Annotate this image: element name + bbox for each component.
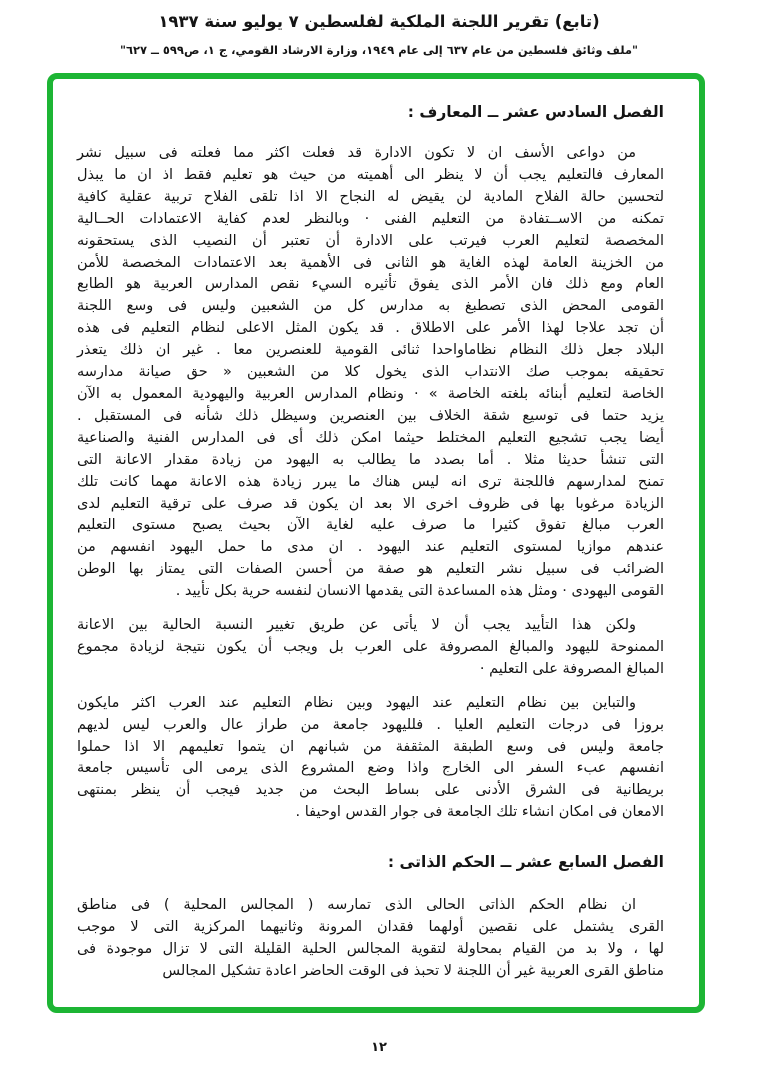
text-line: والتباين بين نظام التعليم عند اليهود وبين نظام التعليم عند العرب اكثر مايكون <box>77 694 636 711</box>
text-line: أن تجد علاجا لهذا الأمر على الاطلاق . قد يكون المثل الاعلى لنظام التعليم فى هذه <box>77 320 664 337</box>
paragraph <box>77 693 664 824</box>
text-line: الخاصة لتعليم أبنائه بلغته الخاصة » · ونظام المدارس العربية واليهودية المعمول به الآن <box>77 385 664 402</box>
text-line: لتحسين حالة الفلاح المادية لن يقيض له النجاح الا اذا تلقى الفلاح تربية عقلية كافية <box>77 188 664 205</box>
paragraph <box>77 615 664 681</box>
text-line: عندهم موازيا لمستوى التعليم عند اليهود . ان مدى ما حمل اليهود انفسهم من <box>77 539 664 556</box>
text-line: القومى اليهودى · ومثل هذه المساعدة التى يقدمها الانسان لنفسه حرية بكل تأييد . <box>175 583 664 600</box>
text-line: الامعان فى امكان انشاء تلك الجامعة فى جوار القدس اوحيفا . <box>295 804 664 821</box>
text-line: لها ، ولا بد من القيام بمحاولة لتقوية المجالس الحلية القليلة التى لا تزال موجودة فى <box>77 941 664 957</box>
text-line: انفسهم عبء السفر الى الخارج واذا وضع المشروع الذى يرمى الى تأسيس جامعة <box>77 760 664 777</box>
text-line: بريطانية فى الشرق الأدنى على بساط البحث من جديد فيجب أن ينظر بمنتهى <box>77 782 664 799</box>
text-line: المبالغ المصروفة على التعليم · <box>479 660 664 677</box>
document-header-title: (تابع) تقرير اللجنة الملكية لفلسطين ٧ يوليو سنة ١٩٣٧ <box>158 12 600 31</box>
document-header-source: "ملف وثائق فلسطين من عام ٦٣٧ إلى عام ١٩٤٩، وزارة الارشاد القومي، ج ١، ص٥٩٩ ــ ٦٢٧" <box>119 43 639 57</box>
text-line: ان نظام الحكم الذاتى الحالى الذى تمارسه ( المجالس المحلية ) فى مناطق <box>77 897 636 914</box>
section-heading: الفصل السابع عشر ــ الحكم الذاتى : <box>387 853 664 872</box>
text-line: التى تنشأ حديثا مثلا . أما بصدد ما يطالب به اليهود من زيادة مقدار الاعانة التى <box>77 451 664 468</box>
text-line: بروزا فى درجات التعليم العليا . فلليهود جامعة من طراز عال والعرب ليس لديهم <box>77 716 664 733</box>
text-line: الزيادة مرغوبا بها فى ظروف اخرى الا بعد ان يكون قد صرف على ترقية التعليم لدى <box>77 495 664 512</box>
paragraph <box>77 895 664 983</box>
text-line: المخصصة لتعليم العرب فيرتب على الادارة أن تعتبر أن النصيب الذى يستحقونه <box>77 232 664 249</box>
text-line: من دواعى الأسف ان لا تكون الادارة قد فعلت اكثر مما فعلته فى سبيل نشر <box>77 145 636 161</box>
text-line: المعارف فالتعليم يجب أن لا ينظر الى أهميته من حيث هو تعليم فقط اذ ان ما يبذل <box>77 166 664 183</box>
text-line: جامعة وليس فى وسع الطبقة المثقفة من شبانهم ان يتموا تعليمهم الا اذا حملوا <box>77 738 664 755</box>
text-line: مناطق القرى العربية غير أن اللجنة لا تحبذ فى الوقت الحاضر اعادة تشكيل المجالس <box>162 962 664 979</box>
text-line: البلاد جعل ذلك النظام نظاماواحدا ثنائى القومية للعنصرين معا . غير ان ذلك يتعذر <box>77 342 664 359</box>
green-border-frame <box>47 73 705 1013</box>
paragraph <box>77 143 664 603</box>
text-line: القرى يشتمل على نقصين أولهما فقدان المرونة وثانيهما المركزية التى لا موجب <box>77 919 664 936</box>
section-heading: الفصل السادس عشر ــ المعارف : <box>407 103 664 121</box>
document-body <box>53 79 699 1007</box>
text-line: ولكن هذا التأييد يجب أن لا يأتى عن طريق تغيير النسبة الحالية بين الاعانة <box>77 617 636 634</box>
text-line: أيضا يجب تشجيع التعليم المختلط حيثما امكن ذلك أى فى المدارس الفنية والصناعية <box>77 429 664 446</box>
text-line: تحقيقه بموجب صك الانتداب الذى يخول كلا من الشعبين « حق صيانة مدارسه <box>77 364 664 381</box>
page-number: ١٢ <box>371 1040 387 1055</box>
text-line: القومى المحض الذى تصطبغ به مدارس كل من الشعبين وليس فى وسع اللجنة <box>77 298 664 315</box>
text-line: تمنح لمدارسهم فاللجنة ترى انه ليس هناك ما يبرر زيادة هذه الاعانة مهما كانت تلك <box>77 473 664 490</box>
text-line: الضرائب فى سبيل نشر التعليم هو صفة من أحسن الصفات التى يمتاز بها الوطن <box>77 561 664 578</box>
text-line: من الخزينة العامة لهذه الغاية هو الثانى فى الأهمية بعد الاعتمادات المخصصة للأمن <box>77 254 664 271</box>
text-line: يزيد حتما فى توسيع شقة الخلاف بين العنصرين وسيظل ذلك شأنه فى المستقبل . <box>77 407 664 424</box>
text-line: تمكنه من الاســتفادة من التعليم الفنى · وبالنظر لعدم كفاية الاعتمادات الحــالية <box>77 210 664 227</box>
text-line: الممنوحة لليهود والمبالغ المصروفة على العرب بل ويجب أن يكون نتيجة لزيادة مجموع <box>77 638 664 655</box>
text-line: العام ومع ذلك فان الأمر الذى يفوق تأثيره السيء نقص المدارس العربية هو الطابع <box>77 276 664 293</box>
text-line: العرب مبالغ تفوق كثيرا ما صرف عليه لغاية الآن بحيث يصبح مستوى التعليم <box>77 517 664 534</box>
